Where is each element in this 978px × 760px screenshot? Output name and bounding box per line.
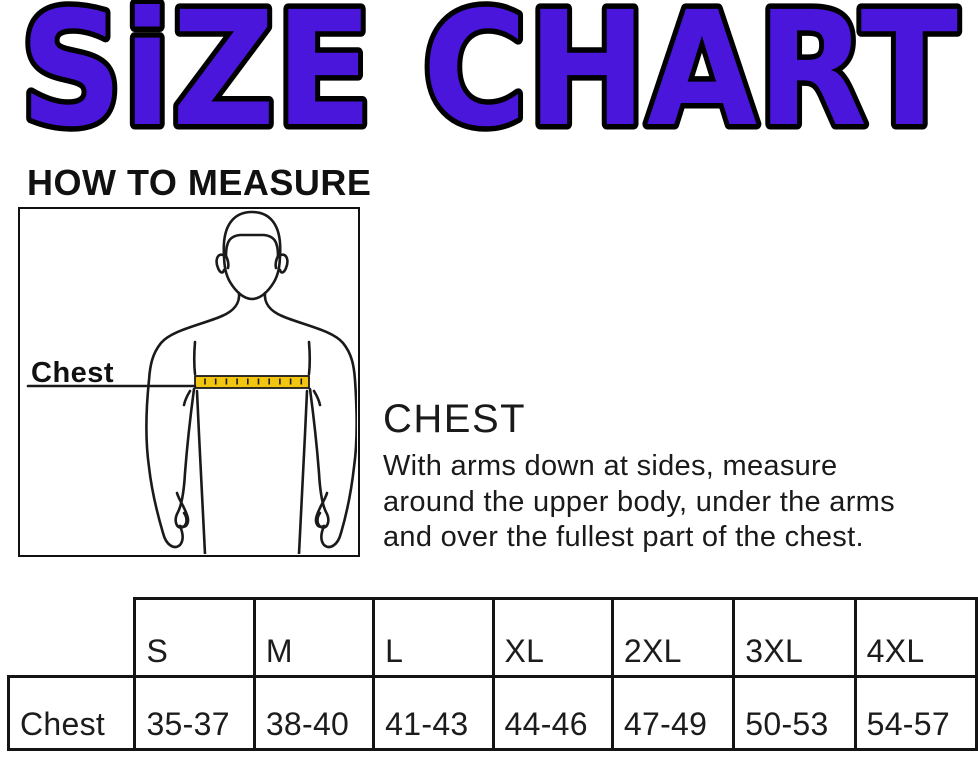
page-title: SiZE CHART — [20, 0, 958, 152]
diagram-chest-label: Chest — [31, 357, 115, 389]
size-table — [7, 597, 978, 751]
measuring-tape-icon — [195, 376, 309, 388]
chest-value-2xl: 47-49 — [612, 677, 733, 750]
chest-value-s: 35-37 — [135, 677, 254, 750]
title-art — [0, 0, 978, 152]
chest-instructions — [383, 449, 895, 556]
size-header-2xl: 2XL — [612, 599, 733, 677]
chest-value-3xl: 50-53 — [734, 677, 855, 750]
chest-value-xl: 44-46 — [493, 677, 612, 750]
size-header-4xl: 4XL — [855, 599, 976, 677]
chest-row-label: Chest — [9, 677, 135, 750]
chest-measurements-row — [9, 677, 977, 750]
chest-value-l: 41-43 — [374, 677, 493, 750]
table-blank-cell — [9, 599, 135, 677]
size-header-xl: XL — [493, 599, 612, 677]
chest-instructions-line1: With arms down at sides, measure — [383, 450, 838, 482]
chest-instructions-line2: around the upper body, under the arms — [383, 485, 895, 518]
size-table-header-row — [9, 599, 977, 677]
size-header-s: S — [135, 599, 254, 677]
chest-value-4xl: 54-57 — [855, 677, 976, 750]
chest-instructions-line3: and over the fullest part of the chest. — [383, 521, 864, 553]
page-title-banner — [0, 0, 978, 152]
how-to-measure-heading: HOW TO MEASURE — [27, 162, 372, 203]
size-header-3xl: 3XL — [734, 599, 855, 677]
measure-diagram-box — [18, 207, 360, 557]
size-header-m: M — [254, 599, 373, 677]
size-header-l: L — [374, 599, 493, 677]
chest-section-heading: CHEST — [383, 397, 527, 441]
torso-diagram-icon — [20, 209, 357, 554]
chest-value-m: 38-40 — [254, 677, 373, 750]
